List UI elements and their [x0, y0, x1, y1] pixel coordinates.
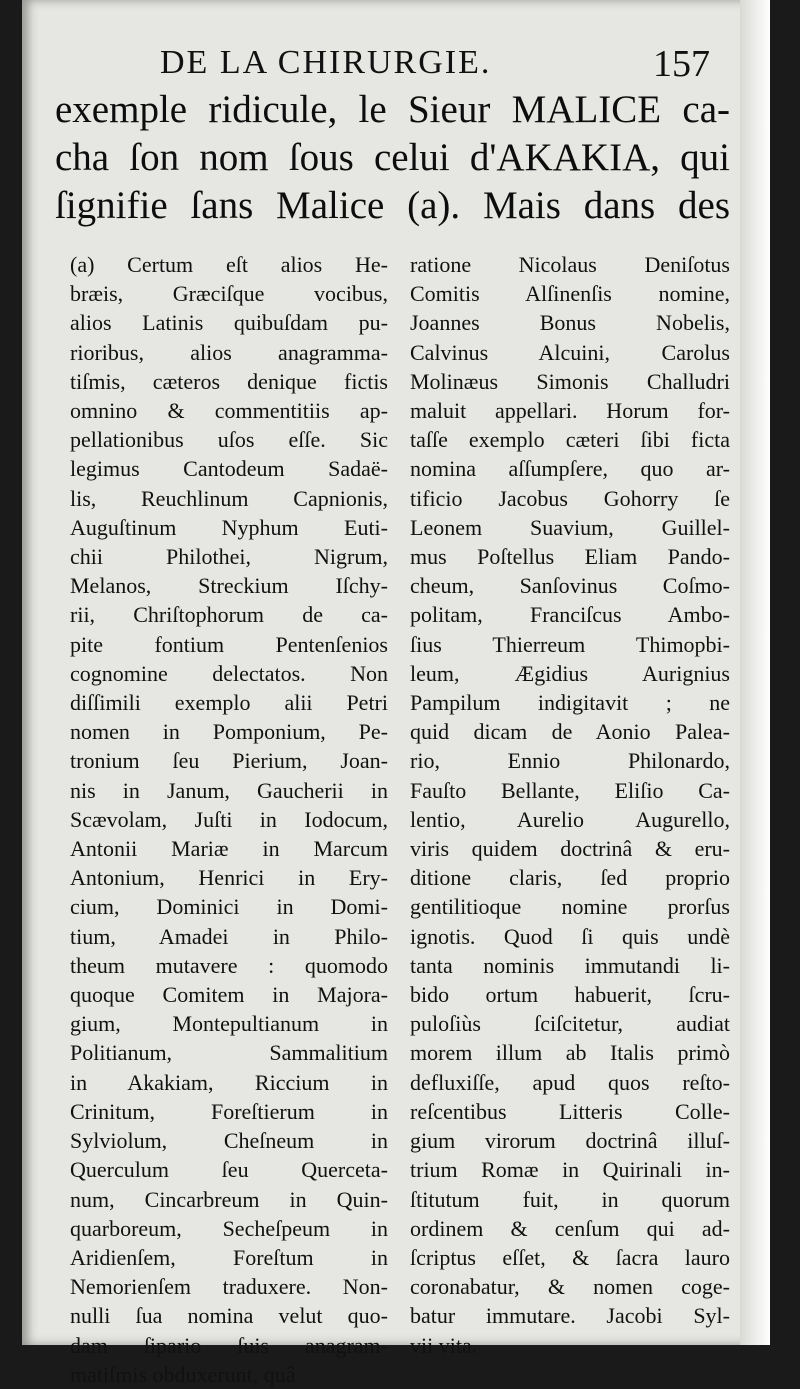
main-text [55, 86, 730, 230]
footnote-line: defluxiſſe, apud quos reſto- [410, 1069, 730, 1095]
footnote-line: Leonem Suavium, Guillel- [410, 514, 730, 540]
footnote-line: ſius Thierreum Thimopbi- [410, 631, 730, 657]
footnote-line: cognomine delectatos. Non [70, 660, 388, 686]
footnote-line: batur immutare. Jacobi Syl- [410, 1303, 730, 1329]
footnote-line: quoque Comitem in Majora- [70, 982, 388, 1008]
footnote-line: Aridienſem, Foreſtum in [70, 1244, 388, 1270]
footnote-line: coronabatur, & nomen coge- [410, 1274, 730, 1300]
footnote-line: Melanos, Streckium Iſchy- [70, 573, 388, 599]
footnote-line: gium virorum doctrinâ illuſ- [410, 1128, 730, 1154]
footnote-line: reſcentibus Litteris Colle- [410, 1098, 730, 1124]
footnote-line: ditione claris, ſed proprio [410, 865, 730, 891]
footnote-line: ſcriptus eſſet, & ſacra lauro [410, 1244, 730, 1270]
footnote-line: rii, Chriſtophorum de ca- [70, 602, 388, 628]
footnote-line: ſtitutum fuit, in quorum [410, 1186, 730, 1212]
footnote-line: Sylviolum, Cheſneum in [70, 1128, 388, 1154]
footnote-line: bido ortum habuerit, ſcru- [410, 982, 730, 1008]
main-text-line: ſignifie ſans Malice (a). Mais dans des [55, 184, 730, 227]
footnote-left-column [70, 250, 388, 1389]
footnote-line: Calvinus Alcuini, Carolus [410, 339, 730, 365]
footnote-line: Comitis Alſinenſis nomine, [410, 281, 730, 307]
footnote-line: tronium ſeu Pierium, Joan- [70, 748, 388, 774]
footnote-line: ignotis. Quod ſi quis undè [410, 923, 730, 949]
footnote-line: Antonii Mariæ in Marcum [70, 836, 388, 862]
footnote-line: Auguſtinum Nyphum Euti- [70, 514, 388, 540]
footnote-line: tiſmis, cæteros denique fictis [70, 368, 388, 394]
footnote-line: chii Philothei, Nigrum, [70, 544, 388, 570]
footnote-line: Crinitum, Foreſtierum in [70, 1098, 388, 1124]
footnote-line: Pampilum indigitavit ; ne [410, 690, 730, 716]
footnote-line: Querculum ſeu Querceta- [70, 1157, 388, 1183]
footnote-line: Fauſto Bellante, Eliſio Ca- [410, 777, 730, 803]
footnote-line: lentio, Aurelio Augurello, [410, 806, 730, 832]
footnote-line: tium, Amadei in Philo- [70, 923, 388, 949]
footnote-line: bræis, Græciſque vocibus, [70, 281, 388, 307]
footnote-line: maluit appellari. Horum for- [410, 398, 730, 424]
page-number: 157 [653, 43, 710, 85]
footnote-line: matiſmis obduxerunt, quâ [70, 1361, 296, 1387]
footnote-line: lis, Reuchlinum Capnionis, [70, 485, 388, 511]
footnote-line: Joannes Bonus Nobelis, [410, 310, 730, 336]
footnote-line: pite fontium Pentenſenios [70, 631, 388, 657]
footnote-line: tificio Jacobus Gohorry ſe [410, 485, 730, 511]
footnote-line: vii vita. [410, 1332, 478, 1358]
footnote-line: Antonium, Henrici in Ery- [70, 865, 388, 891]
footnote-line: nis in Janum, Gaucherii in [70, 777, 388, 803]
footnote-line: (a) Certum eſt alios He- [70, 252, 388, 277]
running-head-title: DE LA CHIRURGIE. [160, 44, 492, 81]
page-edge [740, 0, 770, 1345]
footnote-line: diſſimili exemplo alii Petri [70, 690, 388, 716]
footnote-line: dam ſipario ſuis anagram- [70, 1332, 388, 1358]
footnote-line: rio, Ennio Philonardo, [410, 748, 730, 774]
footnote-line: politam, Franciſcus Ambo- [410, 602, 730, 628]
footnote-line: legimus Cantodeum Sadaë- [70, 456, 388, 482]
footnote-line: viris quidem doctrinâ & eru- [410, 836, 730, 862]
footnote-line: taſſe exemplo cæteri ſibi ficta [410, 427, 730, 453]
footnote-line: pellationibus uſos eſſe. Sic [70, 427, 388, 453]
footnote-line: Molinæus Simonis Challudri [410, 368, 730, 394]
footnote-line: tanta nominis immutandi li- [410, 952, 730, 978]
footnote-line: gentilitioque nomine prorſus [410, 894, 730, 920]
footnote-line: theum mutavere : quomodo [70, 952, 388, 978]
footnote-line: omnino & commentitiis ap- [70, 398, 388, 424]
footnote-line: quid dicam de Aonio Palea- [410, 719, 730, 745]
footnote-line: in Akakiam, Riccium in [70, 1069, 388, 1095]
main-text-line: cha ſon nom ſous celui d'AKAKIA, qui [55, 136, 730, 179]
footnote-line: nomen in Pomponium, Pe- [70, 719, 388, 745]
footnote-line: puloſiùs ſciſcitetur, audiat [410, 1011, 730, 1037]
footnote-line: morem illum ab Italis primò [410, 1040, 730, 1066]
footnote-line: rioribus, alios anagramma- [70, 339, 388, 365]
footnote-line: ratione Nicolaus Deniſotus [410, 252, 730, 277]
footnote-line: gium, Montepultianum in [70, 1011, 388, 1037]
footnote-line: Nemorienſem traduxere. Non- [70, 1274, 388, 1300]
footnote-right-column [410, 250, 730, 1360]
main-text-line: exemple ridicule, le Sieur MALICE ca- [55, 88, 730, 131]
running-head [160, 43, 720, 85]
footnote-line: mus Poſtellus Eliam Pando- [410, 544, 730, 570]
footnote-line: quarboreum, Secheſpeum in [70, 1215, 388, 1241]
footnote-line: trium Romæ in Quirinali in- [410, 1157, 730, 1183]
footnote-line: alios Latinis quibuſdam pu- [70, 310, 388, 336]
footnote-line: nomina aſſumpſere, quo ar- [410, 456, 730, 482]
footnote-line: cium, Dominici in Domi- [70, 894, 388, 920]
footnote-line: cheum, Sanſovinus Coſmo- [410, 573, 730, 599]
footnote-line: Politianum, Sammalitium [70, 1040, 388, 1066]
footnote-line: Scævolam, Juſti in Iodocum, [70, 806, 388, 832]
footnote-line: leum, Ægidius Aurignius [410, 660, 730, 686]
footnote-line: num, Cincarbreum in Quin- [70, 1186, 388, 1212]
footnote-line: nulli ſua nomina velut quo- [70, 1303, 388, 1329]
footnote-line: ordinem & cenſum qui ad- [410, 1215, 730, 1241]
